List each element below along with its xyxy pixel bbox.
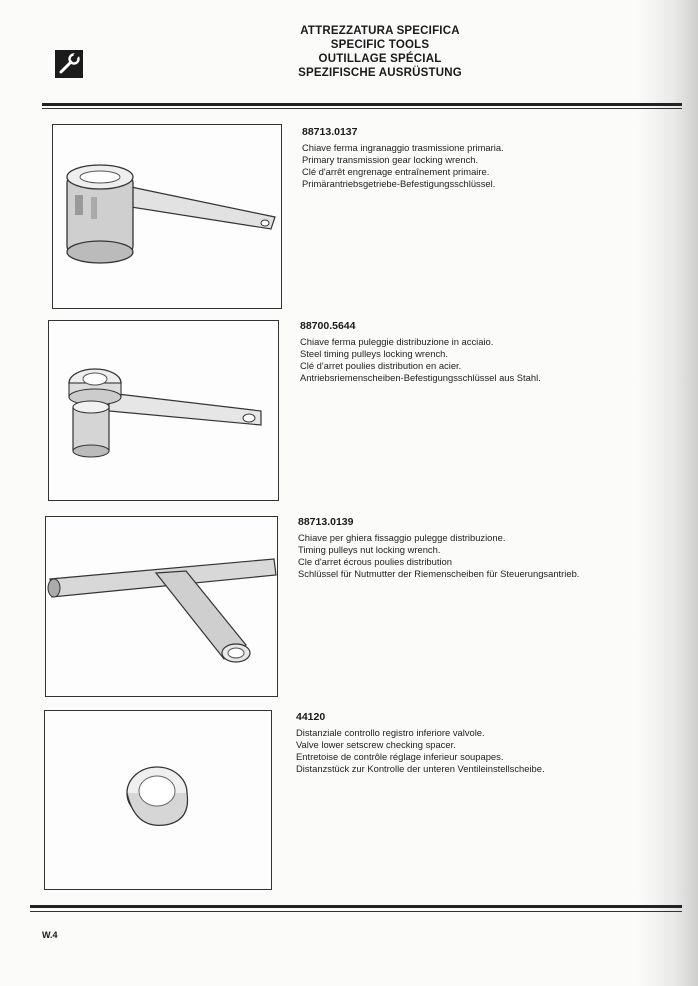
desc-it: Chiave per ghiera fissaggio pulegge distribuzione. [298, 532, 506, 543]
valve-spacer-drawing [45, 711, 271, 889]
header-rule-thin [42, 108, 682, 109]
title-it: ATTREZZATURA SPECIFICA [300, 25, 460, 37]
desc-fr: Entretoise de contrôle réglage inferieur soupapes. [296, 751, 504, 762]
desc-fr: Cle d'arret écrous poulies distribution [298, 556, 452, 567]
pulley-nut-wrench-drawing [46, 517, 277, 696]
desc-it: Chiave ferma ingranaggio trasmissione primaria. [302, 142, 504, 153]
tool-image-box [52, 124, 282, 309]
desc-de: Distanzstück zur Kontrolle der unteren Ventileinstellscheibe. [296, 763, 545, 774]
tool-item [298, 516, 579, 580]
tool-item [302, 126, 504, 190]
scan-shadow [638, 0, 698, 986]
tool-item [296, 711, 545, 775]
tool-code: 44120 [296, 711, 326, 723]
title-fr: OUTILLAGE SPÉCIAL [318, 53, 442, 65]
wrench-icon [55, 50, 83, 78]
tool-image-box [44, 710, 272, 890]
desc-de: Schlüssel für Nutmutter der Riemenscheiben für Steuerungsantrieb. [298, 568, 580, 579]
footer-rule [30, 905, 682, 908]
tool-item [300, 320, 541, 384]
tool-code: 88713.0139 [298, 516, 354, 528]
desc-de: Antriebsriemenscheiben-Befestigungsschlüssel aus Stahl. [300, 372, 541, 383]
tool-code: 88700.5644 [300, 320, 356, 332]
title-en: SPECIFIC TOOLS [330, 39, 430, 51]
page-number: W.4 [42, 930, 58, 940]
desc-en: Valve lower setscrew checking spacer. [296, 739, 456, 750]
desc-fr: Clé d'arret poulies distribution en acier. [300, 360, 462, 371]
primary-gear-wrench-drawing [53, 125, 281, 308]
tool-code: 88713.0137 [302, 126, 358, 138]
desc-en: Timing pulleys nut locking wrench. [298, 544, 441, 555]
tool-image-box [48, 320, 279, 501]
timing-pulley-wrench-drawing [49, 321, 278, 500]
page-header [250, 24, 510, 80]
desc-it: Chiave ferma puleggie distribuzione in acciaio. [300, 336, 494, 347]
title-de: SPEZIFISCHE AUSRÜSTUNG [298, 67, 462, 79]
desc-en: Primary transmission gear locking wrench. [302, 154, 479, 165]
header-rule [42, 103, 682, 106]
tool-image-box [45, 516, 278, 697]
desc-it: Distanziale controllo registro inferiore valvole. [296, 727, 485, 738]
desc-en: Steel timing pulleys locking wrench. [300, 348, 448, 359]
desc-de: Primärantriebsgetriebe-Befestigungsschlüssel. [302, 178, 496, 189]
footer-rule-thin [30, 911, 682, 912]
desc-fr: Clé d'arrêt engrenage entraînement primaire. [302, 166, 490, 177]
